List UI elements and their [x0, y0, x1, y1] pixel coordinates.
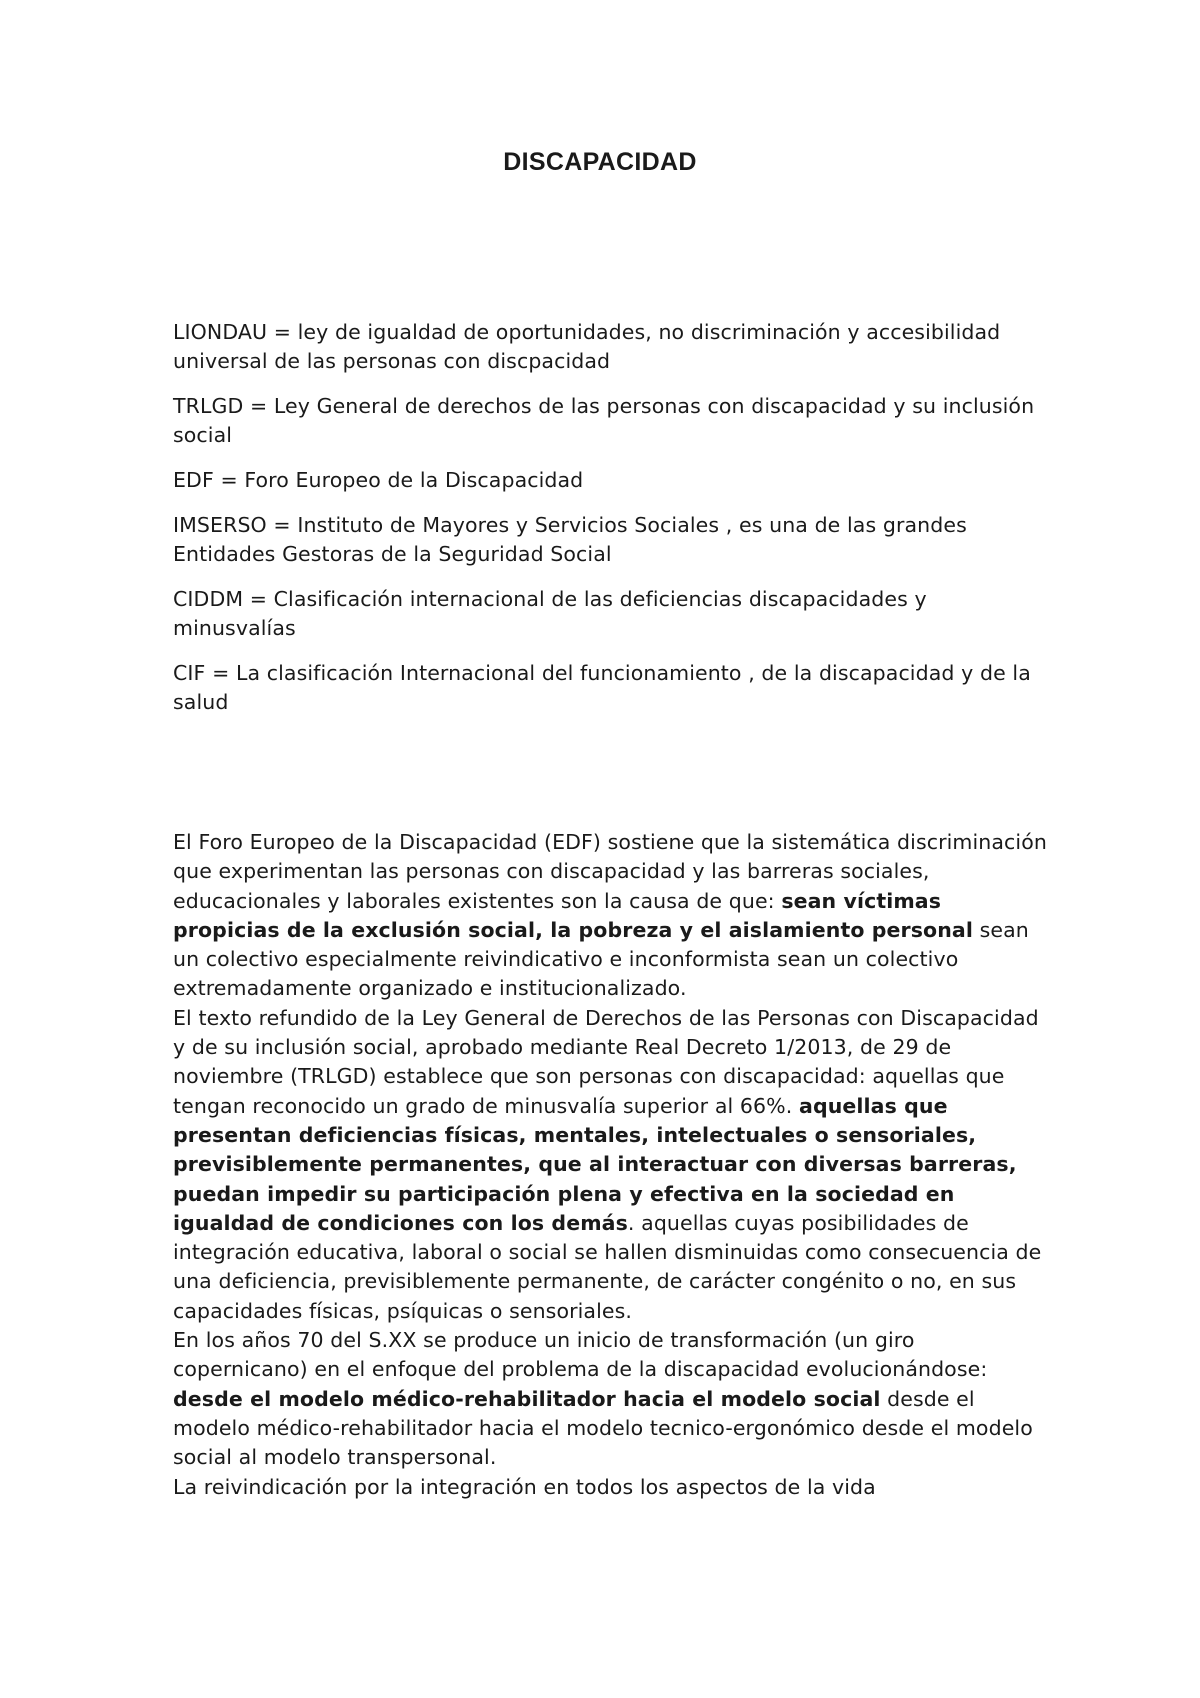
paragraph-bold-text: sean víctimas propicias de la exclusión social, la pobreza y el aislamiento personal — [173, 888, 973, 942]
paragraph-bold-text: aquellas que presentan deficiencias físicas, mentales, intelectuales o sensoriales, previsiblemente permanentes, que al interactuar con diversas barreras, puedan impedir su participación plena y efectiva en la sociedad en igualdad de condiciones con los demás — [173, 1093, 1017, 1235]
definition-item — [173, 392, 1053, 450]
definition-item — [173, 511, 1053, 569]
definition-abbr: LIONDAU = — [173, 320, 298, 344]
definitions-list — [173, 318, 1053, 733]
definition-item — [173, 466, 1053, 495]
definition-text: Foro Europeo de la Discapacidad — [244, 468, 584, 492]
definition-text: Ley General de derechos de las personas con discapacidad y su inclusión social — [173, 394, 1035, 447]
definition-text: Clasificación internacional de las deficiencias discapacidades y minusvalías — [173, 587, 927, 640]
paragraph-models — [173, 1326, 1053, 1472]
paragraph-edf — [173, 828, 1053, 1004]
definition-text: Instituto de Mayores y Servicios Sociales , es una de las grandes Entidades Gestoras de la Seguridad Social — [173, 513, 967, 566]
definition-text: La clasificación Internacional del funcionamiento , de la discapacidad y de la salud — [173, 661, 1031, 714]
definition-item — [173, 585, 1053, 643]
definition-abbr: CIDDM = — [173, 587, 274, 611]
paragraph-trlgd — [173, 1004, 1053, 1326]
paragraph-integration — [173, 1473, 1053, 1502]
paragraph-text: El Foro Europeo de la Discapacidad (EDF) sostiene que la sistemática discriminación que experimentan las personas con discapacidad y las barreras sociales, educacionales y laborales existentes son la causa de que: — [173, 830, 1047, 913]
definition-abbr: CIF = — [173, 661, 236, 685]
definition-item — [173, 318, 1053, 376]
body-text — [173, 828, 1053, 1502]
paragraph-text: . aquellas cuyas posibilidades de integración educativa, laboral o social se hallen disminuidas como consecuencia de una deficiencia, previsiblemente permanente, de carácter congénito o no, en sus capacidades físicas, psíquicas o sensoriales. — [173, 1210, 1042, 1323]
definition-abbr: TRLGD = — [173, 394, 274, 418]
paragraph-text: desde el modelo médico-rehabilitador hacia el modelo tecnico-ergonómico desde el modelo social al modelo transpersonal. — [173, 1386, 1033, 1470]
paragraph-text: sean un colectivo especialmente reivindicativo e inconformista sean un colectivo extremadamente organizado e institucionalizado. — [173, 917, 1029, 1001]
definition-abbr: EDF = — [173, 468, 244, 492]
definition-text: ley de igualdad de oportunidades, no discriminación y accesibilidad universal de las personas con discpacidad — [173, 320, 1001, 373]
paragraph-text: En los años 70 del S.XX se produce un inicio de transformación (un giro copernicano) en el enfoque del problema de la discapacidad evolucionándose: — [173, 1328, 988, 1382]
definition-item — [173, 659, 1053, 717]
paragraph-bold-text: desde el modelo médico-rehabilitador hacia el modelo social — [173, 1386, 881, 1411]
page-title: DISCAPACIDAD — [503, 148, 697, 176]
paragraph-text: La reivindicación por la integración en todos los aspectos de la vida — [173, 1474, 876, 1499]
definition-abbr: IMSERSO = — [173, 513, 297, 537]
paragraph-text: El texto refundido de la Ley General de Derechos de las Personas con Discapacidad y de su inclusión social, aprobado mediante Real Decreto 1/2013, de 29 de noviembre (TRLGD) establece que son personas con discapacidad: aquellas que tengan reconocido un grado de minusvalía superior al 66%. — [173, 1005, 1039, 1118]
